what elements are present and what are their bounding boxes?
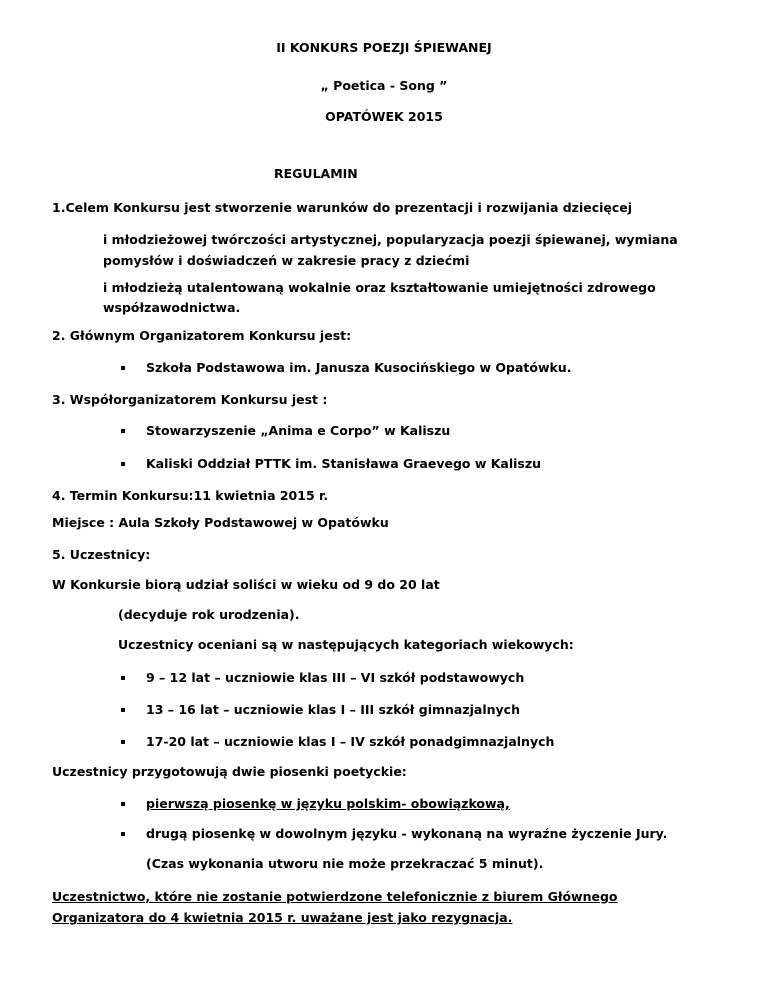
song-requirement: drugą piosenkę w dowolnym języku - wykonaną na wyraźne życzenie Jury. <box>146 826 668 841</box>
age-range: W Konkursie biorą udział soliści w wieku od 9 do 20 lat <box>52 577 440 592</box>
section1-line5: współzawodnictwa. <box>103 300 241 315</box>
bullet-icon <box>121 366 125 370</box>
age-category: 9 – 12 lat – uczniowie klas III – VI szkół podstawowych <box>146 670 525 685</box>
bullet-icon <box>121 429 125 433</box>
section2-heading: 2. Głównym Organizatorem Konkursu jest: <box>52 328 352 343</box>
song-requirement: pierwszą piosenkę w języku polskim- obowiązkową, <box>146 796 510 811</box>
regulations-heading: REGULAMIN <box>274 166 358 181</box>
location-year: OPATÓWEK 2015 <box>325 109 443 124</box>
contest-date: 4. Termin Konkursu:11 kwietnia 2015 r. <box>52 488 329 503</box>
section1-line2: i młodzieżowej twórczości artystycznej, popularyzacja poezji śpiewanej, wymiana <box>103 232 678 247</box>
section1-line4: i młodzieżą utalentowaną wokalnie oraz kształtowanie umiejętności zdrowego <box>103 280 656 295</box>
contest-place: Miejsce : Aula Szkoły Podstawowej w Opatówku <box>52 515 389 530</box>
time-note: (Czas wykonania utworu nie może przekraczać 5 minut). <box>146 856 544 871</box>
document-title: II KONKURS POEZJI ŚPIEWANEJ <box>276 40 492 55</box>
organizer-name: Szkoła Podstawowa im. Janusza Kusocińskiego w Opatówku. <box>146 360 572 375</box>
section1-line1: 1.Celem Konkursu jest stworzenie warunków do prezentacji i rozwijania dziecięcej <box>52 200 633 215</box>
document-subtitle: „ Poetica - Song ” <box>320 78 448 93</box>
confirmation-notice-line2: Organizatora do 4 kwietnia 2015 r. uważane jest jako rezygnacja. <box>52 910 513 925</box>
coorganizer-name: Kaliski Oddział PTTK im. Stanisława Graevego w Kaliszu <box>146 456 542 471</box>
age-note: (decyduje rok urodzenia). <box>118 607 300 622</box>
section1-line3: pomysłów i doświadczeń w zakresie pracy z dziećmi <box>103 253 470 268</box>
bullet-icon <box>121 462 125 466</box>
coorganizer-name: Stowarzyszenie „Anima e Corpo” w Kaliszu <box>146 423 451 438</box>
section5-heading: 5. Uczestnicy: <box>52 547 151 562</box>
bullet-icon <box>121 708 125 712</box>
age-category: 13 – 16 lat – uczniowie klas I – III szkół gimnazjalnych <box>146 702 520 717</box>
section3-heading: 3. Współorganizatorem Konkursu jest : <box>52 392 328 407</box>
bullet-icon <box>121 802 125 806</box>
bullet-icon <box>121 740 125 744</box>
songs-intro: Uczestnicy przygotowują dwie piosenki poetyckie: <box>52 764 407 779</box>
bullet-icon <box>121 676 125 680</box>
age-category: 17-20 lat – uczniowie klas I – IV szkół ponadgimnazjalnych <box>146 734 555 749</box>
bullet-icon <box>121 832 125 836</box>
categories-intro: Uczestnicy oceniani są w następujących kategoriach wiekowych: <box>118 637 574 652</box>
confirmation-notice-line1: Uczestnictwo, które nie zostanie potwierdzone telefonicznie z biurem Głównego <box>52 889 618 904</box>
